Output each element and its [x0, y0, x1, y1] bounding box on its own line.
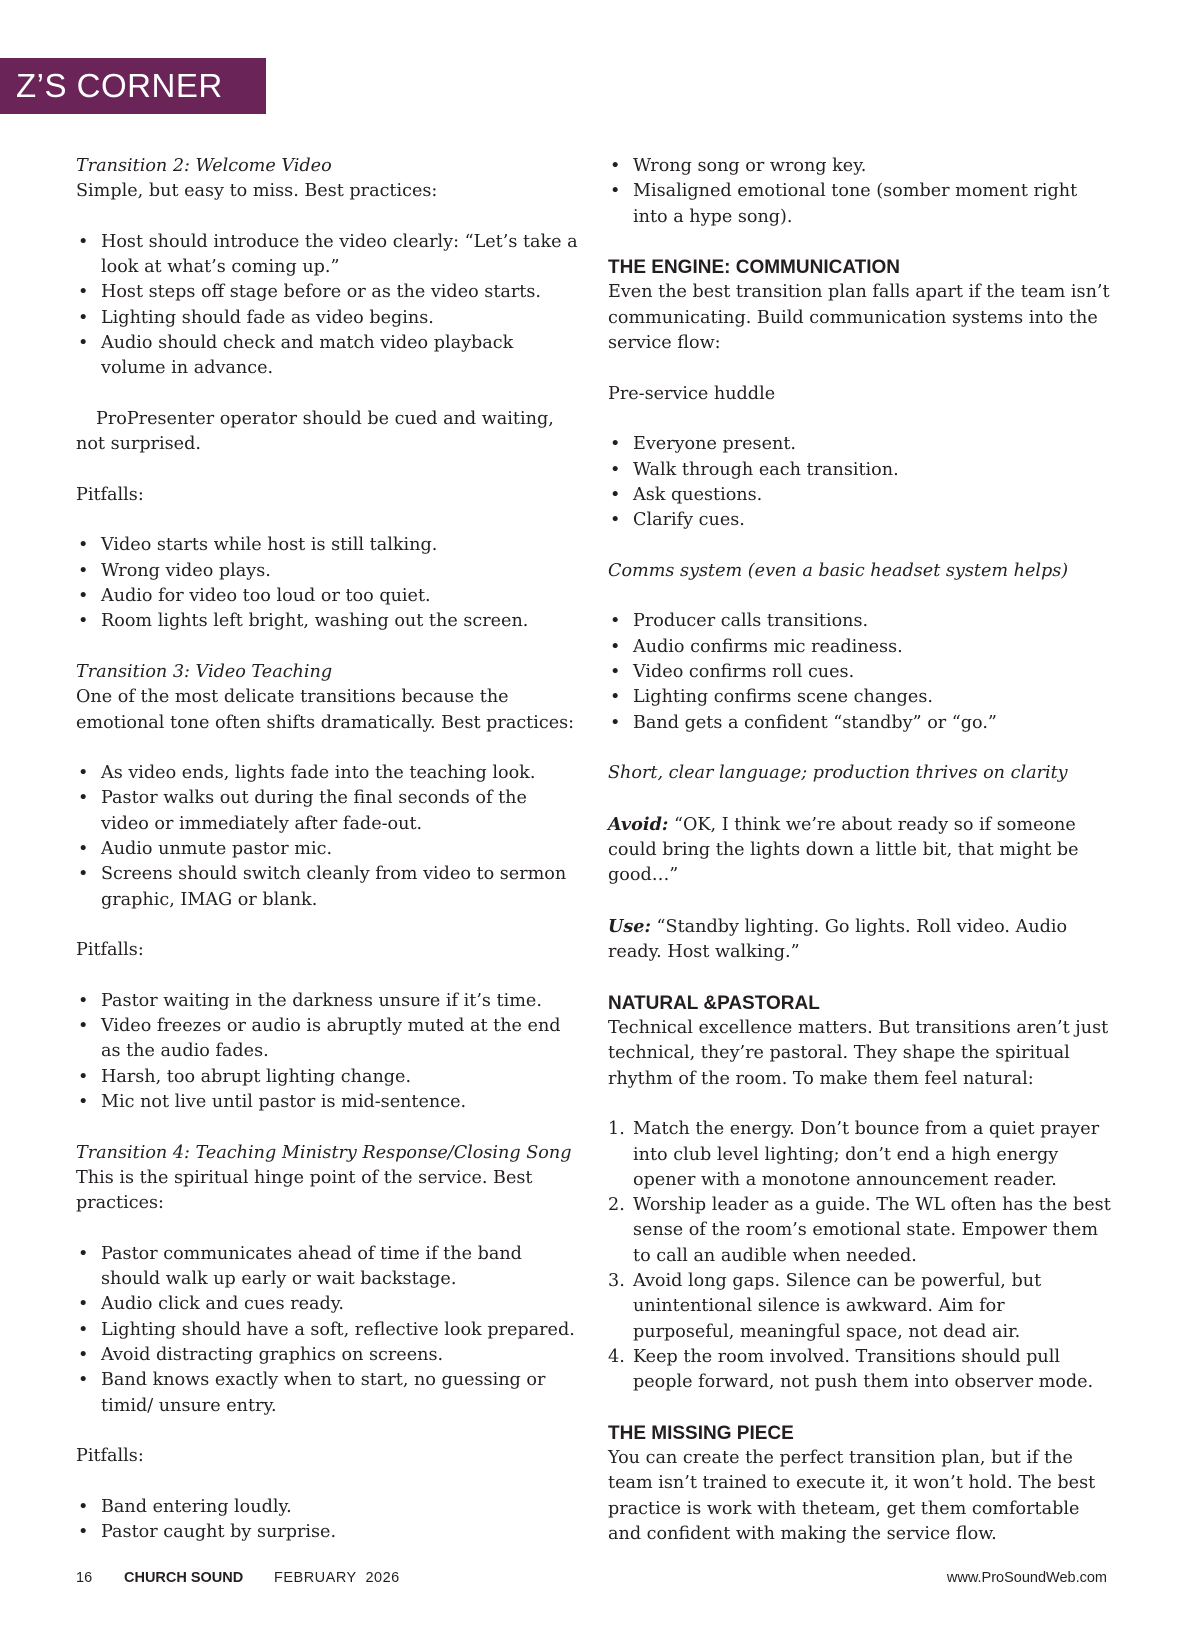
- magazine-name: CHURCH SOUND: [124, 1570, 244, 1586]
- page-footer: [76, 1570, 1107, 1592]
- list-item: • Wrong song or wrong key.: [608, 154, 1111, 179]
- natural-intro: Technical excellence matters. But transitions aren’t just technical, they’re pastoral. They shape the spiritual rhythm of the room. To make them feel natural:: [608, 1018, 1109, 1089]
- list-item: • Audio click and cues ready.: [76, 1292, 579, 1317]
- list-item: • Room lights left bright, washing out the screen.: [76, 609, 579, 634]
- list-item: • Band entering loudly.: [76, 1495, 579, 1520]
- list-item: [608, 1117, 1111, 1193]
- list-item: • Video starts while host is still talking.: [76, 533, 579, 558]
- transition-2-note: ProPresenter operator should be cued and waiting, not surprised.: [76, 408, 554, 455]
- page-number: 16: [76, 1570, 93, 1586]
- list-item: [608, 1193, 1111, 1269]
- natural-heading: NATURAL &PASTORAL: [608, 992, 820, 1014]
- avoid-text: “OK, I think we’re about ready so if someone could bring the lights down a little bit, that might be good…”: [608, 814, 1079, 886]
- huddle-label: Pre-service huddle: [608, 383, 776, 404]
- transition-2-title: Transition 2: Welcome Video: [76, 156, 332, 176]
- left-column: [76, 154, 579, 1545]
- list-item: • Lighting should have a soft, reflective look prepared.: [76, 1318, 579, 1343]
- list-item: • Clarify cues.: [608, 508, 1111, 533]
- transition-2-best-practices: [76, 230, 579, 382]
- list-item: • Host steps off stage before or as the video starts.: [76, 280, 579, 305]
- list-item: [608, 1345, 1111, 1396]
- transition-3-pitfalls: [76, 989, 579, 1115]
- list-item: • Audio confirms mic readiness.: [608, 635, 1111, 660]
- list-item: • Lighting should fade as video begins.: [76, 306, 579, 331]
- engine-intro: Even the best transition plan falls apart if the team isn’t communicating. Build communication systems into the service flow:: [608, 282, 1110, 354]
- comms-label: Comms system (even a basic headset system helps): [608, 560, 1069, 581]
- issue-date: FEBRUARY 2026: [274, 1570, 400, 1586]
- list-item: • Everyone present.: [608, 432, 1111, 457]
- list-item: • Pastor waiting in the darkness unsure if it’s time.: [76, 989, 579, 1014]
- transition-4-intro: This is the spiritual hinge point of the service. Best practices:: [76, 1167, 533, 1214]
- list-item: • Pastor caught by surprise.: [76, 1520, 579, 1545]
- avoid-example: [608, 812, 1111, 889]
- list-item: • Audio should check and match video playback volume in advance.: [76, 331, 579, 382]
- transition-2-intro: Simple, but easy to miss. Best practices:: [76, 181, 438, 202]
- list-item: • Mic not live until pastor is mid-sentence.: [76, 1090, 579, 1115]
- transition-3-intro: One of the most delicate transitions because the emotional tone often shifts dramatically. Best practices:: [76, 687, 575, 733]
- engine-heading: THE ENGINE: COMMUNICATION: [608, 257, 901, 279]
- list-item: • Band gets a confident “standby” or “go.”: [608, 711, 1111, 736]
- list-item-text: Worship leader as a guide. The WL often has the best sense of the room’s emotional state. Empower them to call an audible when needed.: [633, 1195, 1111, 1266]
- list-item: • Avoid distracting graphics on screens.: [76, 1343, 579, 1368]
- list-item-text: Keep the room involved. Transitions should pull people forward, not push them into observer mode.: [633, 1346, 1094, 1393]
- list-item: • Pastor walks out during the final seconds of the video or immediately after fade-out.: [76, 786, 579, 837]
- transition-3-title: Transition 3: Video Teaching: [76, 661, 333, 682]
- pitfalls-label: Pitfalls:: [76, 940, 144, 961]
- continued-pitfalls: [608, 154, 1111, 230]
- list-item: • Ask questions.: [608, 483, 1111, 508]
- list-item-text: Match the energy. Don’t bounce from a quiet prayer into club level lighting; don’t end a high energy opener with a monotone announcement reader.: [633, 1119, 1100, 1190]
- list-item: • Audio for video too loud or too quiet.: [76, 584, 579, 609]
- list-item: • Wrong video plays.: [76, 559, 579, 584]
- transition-3-best-practices: [76, 761, 579, 913]
- list-number: 2.: [608, 1195, 625, 1216]
- transition-4-pitfalls: [76, 1495, 579, 1546]
- section-banner: [0, 58, 266, 114]
- short-language-note: Short, clear language; production thrives on clarity: [608, 763, 1068, 784]
- website-url: www.ProSoundWeb.com: [946, 1570, 1107, 1586]
- list-item: • Walk through each transition.: [608, 458, 1111, 483]
- pitfalls-label: Pitfalls:: [76, 1446, 144, 1467]
- list-item: • Video freezes or audio is abruptly muted at the end as the audio fades.: [76, 1014, 579, 1065]
- list-item: • Screens should switch cleanly from video to sermon graphic, IMAG or blank.: [76, 862, 579, 913]
- list-item: • Producer calls transitions.: [608, 609, 1111, 634]
- list-item: • Misaligned emotional tone (somber moment right into a hype song).: [608, 179, 1111, 230]
- list-item: • Video confirms roll cues.: [608, 660, 1111, 685]
- list-number: 4.: [608, 1346, 625, 1367]
- comms-list: [608, 609, 1111, 735]
- list-item: • Harsh, too abrupt lighting change.: [76, 1065, 579, 1090]
- transition-4-title: Transition 4: Teaching Ministry Response/Closing Song: [76, 1142, 572, 1163]
- list-number: 1.: [608, 1119, 625, 1140]
- avoid-label: Avoid:: [608, 813, 669, 835]
- use-example: [608, 914, 1111, 966]
- section-banner-title: Z’S CORNER: [16, 67, 223, 104]
- right-column: [608, 154, 1111, 1547]
- list-item: • Audio unmute pastor mic.: [76, 837, 579, 862]
- list-item: • As video ends, lights fade into the teaching look.: [76, 761, 579, 786]
- list-item: • Pastor communicates ahead of time if the band should walk up early or wait backstage.: [76, 1242, 579, 1293]
- use-text: “Standby lighting. Go lights. Roll video. Audio ready. Host walking.”: [608, 916, 1068, 963]
- list-number: 3.: [608, 1271, 625, 1292]
- transition-2-pitfalls: [76, 533, 579, 634]
- list-item: • Lighting confirms scene changes.: [608, 685, 1111, 710]
- use-label: Use:: [608, 915, 651, 937]
- transition-4-best-practices: [76, 1242, 579, 1419]
- natural-list: [608, 1117, 1111, 1395]
- huddle-list: [608, 432, 1111, 533]
- list-item: • Host should introduce the video clearly: “Let’s take a look at what’s coming up.”: [76, 230, 579, 281]
- list-item: • Band knows exactly when to start, no guessing or timid/ unsure entry.: [76, 1368, 579, 1419]
- missing-piece-text: You can create the perfect transition plan, but if the team isn’t trained to execute it, it won’t hold. The best practice is work with theteam, get them comfortable and confident with making the service flow.: [608, 1448, 1096, 1545]
- list-item: [608, 1269, 1111, 1345]
- list-item-text: Avoid long gaps. Silence can be powerful, but unintentional silence is awkward. Aim for purposeful, meaningful space, not dead air.: [633, 1271, 1042, 1342]
- missing-piece-heading: THE MISSING PIECE: [608, 1422, 794, 1444]
- pitfalls-label: Pitfalls:: [76, 484, 144, 505]
